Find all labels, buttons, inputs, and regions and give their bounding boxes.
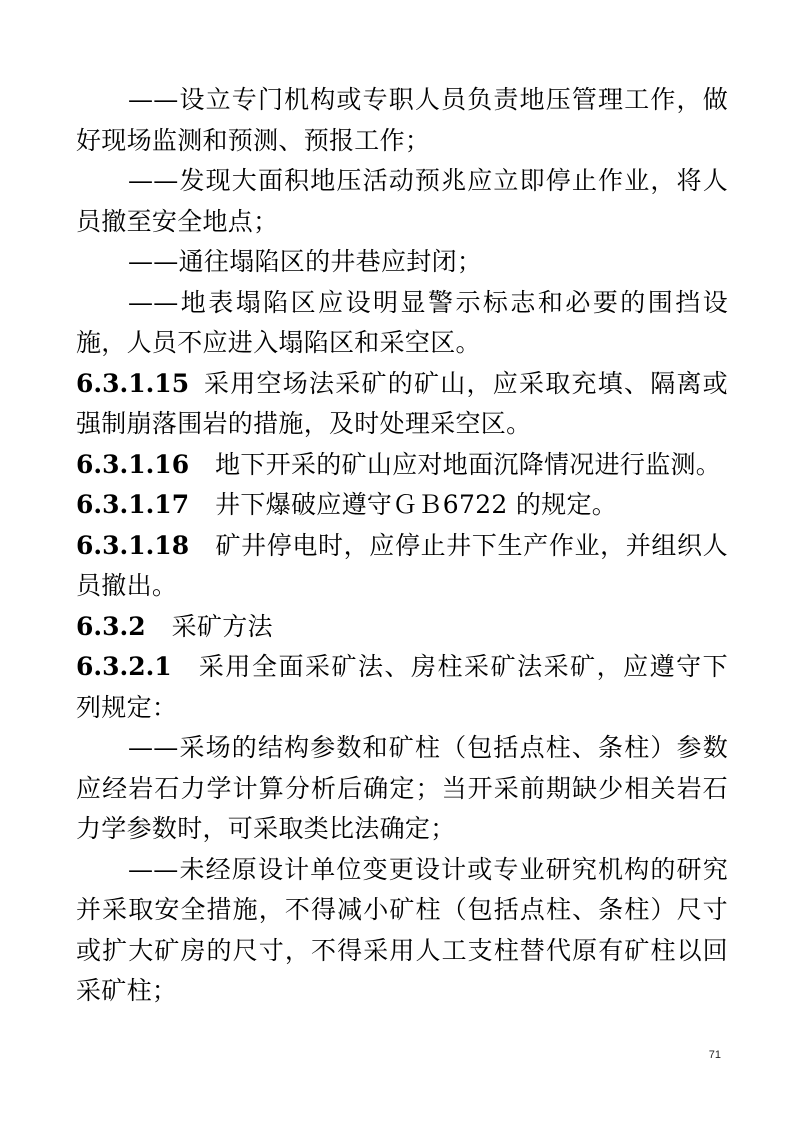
clause-text: 井下爆破应遵守ＧＢ6722 的规定。 bbox=[215, 490, 618, 519]
paragraph-dash-3 bbox=[76, 242, 728, 283]
clause-text: 地下开采的矿山应对地面沉降情况进行监测。 bbox=[215, 449, 722, 479]
paragraph-text: ——设立专门机构或专职人员负责地压管理工作，做好现场监测和预测、预报工作； bbox=[76, 85, 728, 155]
clause-number: 6.3.1.18 bbox=[76, 530, 190, 560]
paragraph-dash-5 bbox=[76, 728, 728, 850]
clause-6-3-1-18 bbox=[76, 526, 728, 607]
clause-text: 矿井停电时，应停止井下生产作业，并组织人员撤出。 bbox=[76, 530, 728, 600]
paragraph-dash-2 bbox=[76, 161, 728, 242]
paragraph-text: ——未经原设计单位变更设计或专业研究机构的研究并采取安全措施，不得减小矿柱（包括点柱、条柱）尺寸或扩大矿房的尺寸，不得采用人工支柱替代原有矿柱以回采矿柱； bbox=[76, 854, 728, 1005]
clause-number: 6.3.1.17 bbox=[76, 490, 190, 519]
clause-6-3-1-16 bbox=[76, 445, 728, 486]
document-body bbox=[76, 80, 728, 1012]
section-heading-6-3-2 bbox=[76, 607, 728, 648]
clause-number: 6.3.2.1 bbox=[76, 652, 172, 681]
section-title: 采矿方法 bbox=[171, 611, 273, 641]
clause-6-3-1-17 bbox=[76, 485, 728, 526]
clause-6-3-1-15 bbox=[76, 364, 728, 445]
clause-text: 采用空场法采矿的矿山，应采取充填、隔离或强制崩落围岩的措施，及时处理采空区。 bbox=[76, 368, 728, 438]
paragraph-text: ——通往塌陷区的井巷应封闭； bbox=[128, 247, 483, 276]
clause-number: 6.3.1.16 bbox=[76, 449, 190, 479]
paragraph-text: ——采场的结构参数和矿柱（包括点柱、条柱）参数应经岩石力学计算分析后确定；当开采前期缺少相关岩石力学参数时，可采取类比法确定； bbox=[76, 733, 728, 843]
paragraph-dash-4 bbox=[76, 283, 728, 364]
clause-text: 采用全面采矿法、房柱采矿法采矿，应遵守下列规定： bbox=[76, 652, 728, 722]
clause-number: 6.3.1.15 bbox=[76, 368, 190, 398]
paragraph-text: ——地表塌陷区应设明显警示标志和必要的围挡设施，人员不应进入塌陷区和采空区。 bbox=[76, 287, 728, 357]
paragraph-dash-6 bbox=[76, 850, 728, 1012]
section-number: 6.3.2 bbox=[76, 611, 146, 641]
paragraph-text: ——发现大面积地压活动预兆应立即停止作业，将人员撤至安全地点； bbox=[76, 166, 728, 236]
paragraph-dash-1 bbox=[76, 80, 728, 161]
page-number: 71 bbox=[708, 1049, 721, 1061]
clause-6-3-2-1 bbox=[76, 647, 728, 728]
